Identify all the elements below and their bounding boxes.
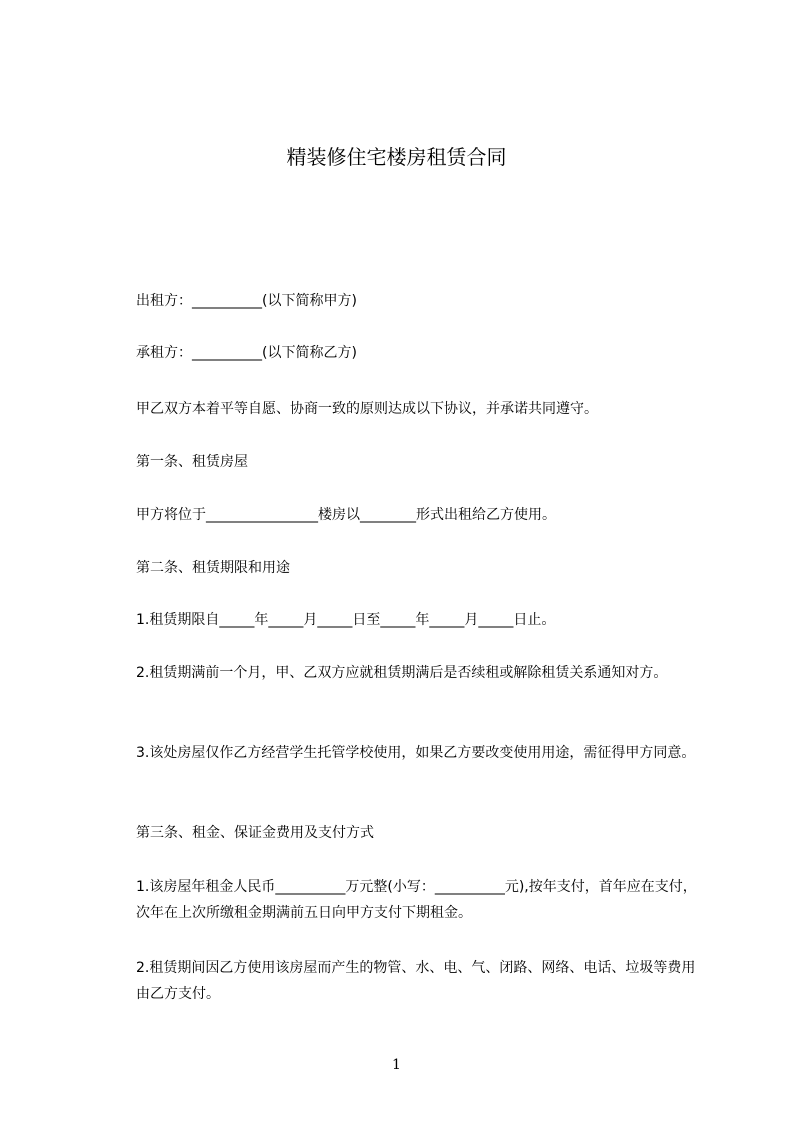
paragraph-lessor: 出租方：__________(以下简称甲方) <box>136 293 357 309</box>
article-1-heading: 第一条、租赁房屋 <box>136 454 248 470</box>
paragraph-lessee: 承租方：__________(以下简称乙方) <box>136 345 357 361</box>
clause-2-3: 3.该处房屋仅作乙方经营学生托管学校使用，如果乙方要改变使用用途，需征得甲方同意。 <box>136 745 696 761</box>
paragraph-premises: 甲方将位于________________楼房以________形式出租给乙方使用。 <box>136 507 556 523</box>
clause-3-2: 2.租赁期间因乙方使用该房屋而产生的物管、水、电、气、闭路、网络、电话、垃圾等费用由乙方支付。 <box>136 960 696 1002</box>
paragraph-agreement: 甲乙双方本着平等自愿、协商一致的原则达成以下协议，并承诺共同遵守。 <box>136 401 598 417</box>
clause-2-2: 2.租赁期满前一个月，甲、乙双方应就租赁期满后是否续租或解除租赁关系通知对方。 <box>136 665 668 681</box>
clause-3-1: 1.该房屋年租金人民币__________万元整(小写：__________元),按年支付，首年应在支付，次年在上次所缴租金期满前五日向甲方支付下期租金。 <box>136 879 697 921</box>
article-3-heading: 第三条、租金、保证金费用及支付方式 <box>136 825 374 841</box>
article-2-heading: 第二条、租赁期限和用途 <box>136 560 290 576</box>
page-number: 1 <box>392 1057 401 1073</box>
clause-2-1: 1.租赁期限自_____年_____月_____日至_____年_____月_____日止。 <box>136 612 556 628</box>
document-title: 精装修住宅楼房租赁合同 <box>286 145 507 169</box>
